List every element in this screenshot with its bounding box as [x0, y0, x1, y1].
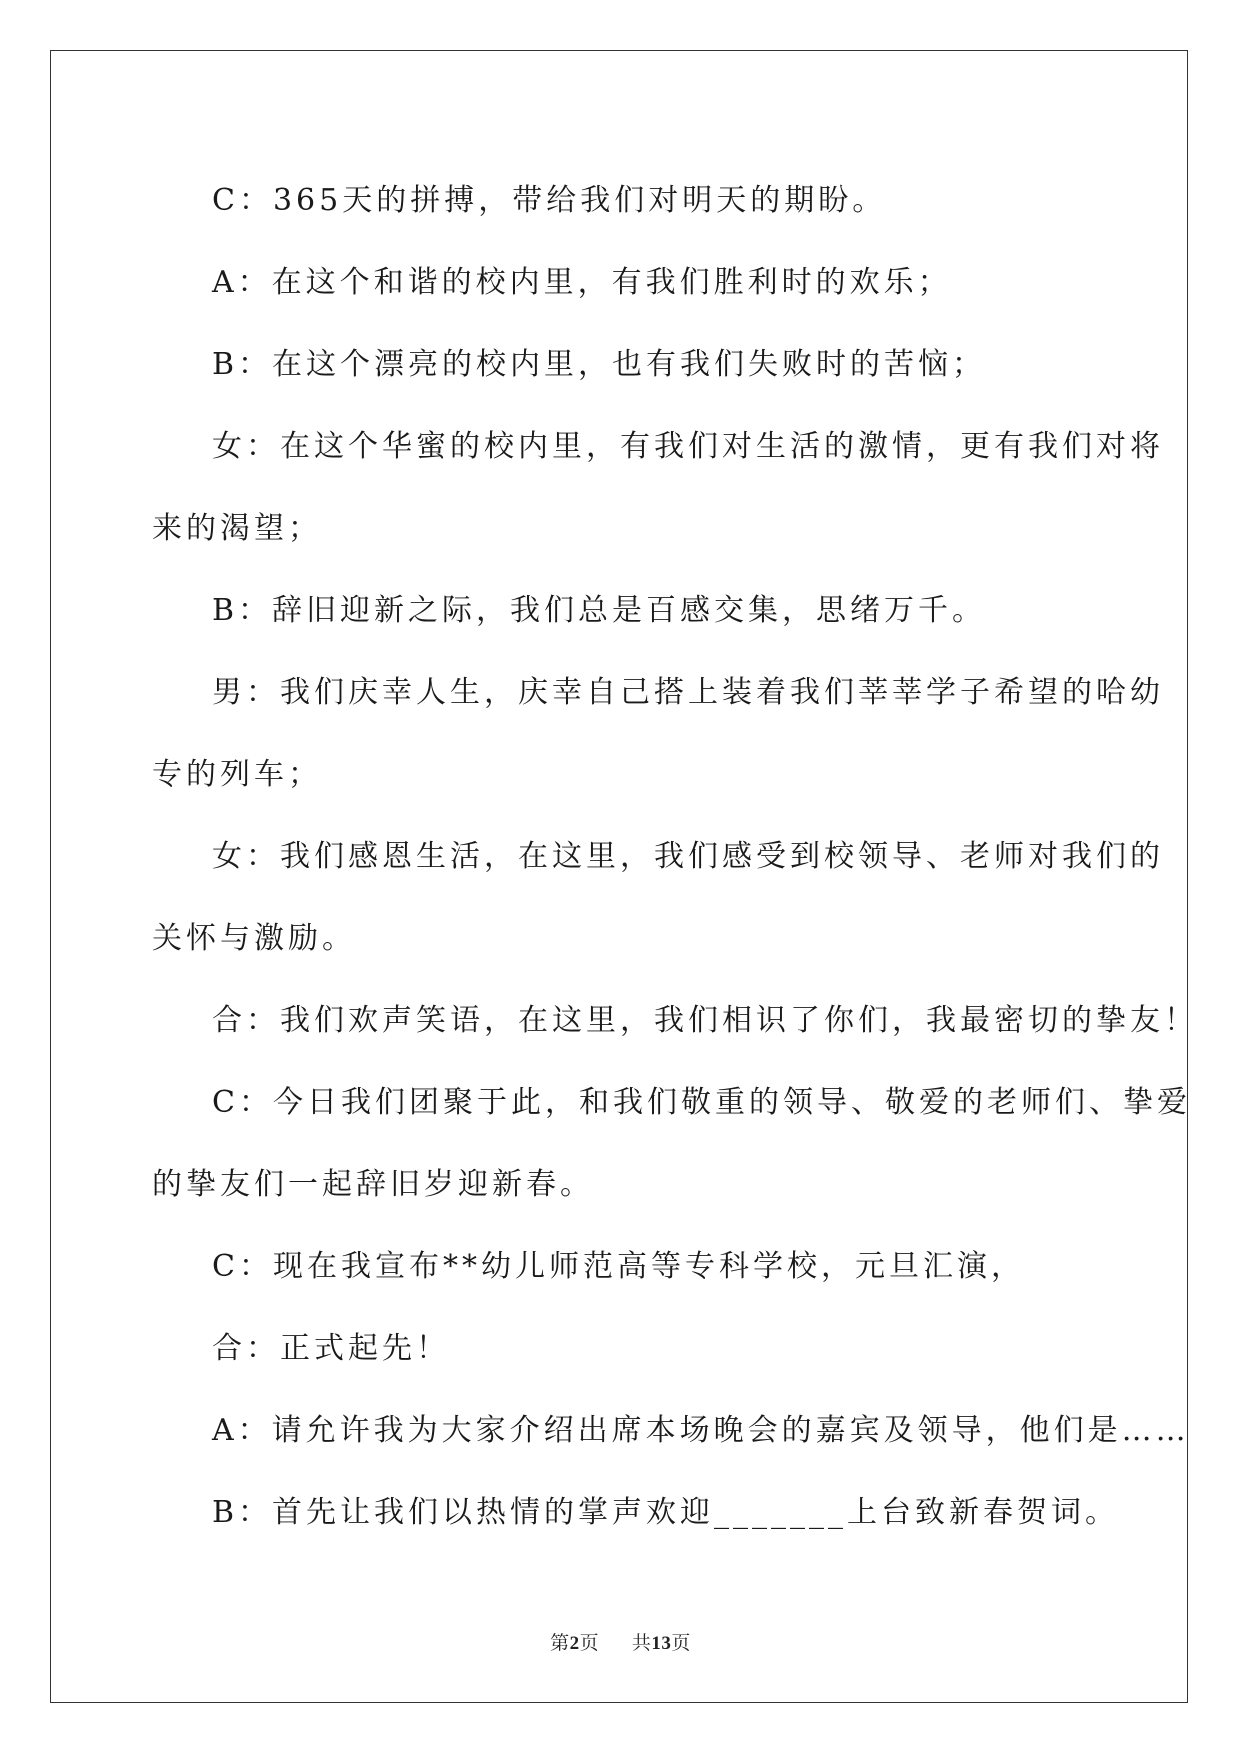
paragraph-line: C：现在我宣布**幼儿师范高等专科学校，元旦汇演， — [212, 1249, 1025, 1284]
current-page-number: 2 — [569, 1633, 580, 1654]
paragraph-line: 男：我们庆幸人生，庆幸自己搭上装着我们莘莘学子希望的哈幼 — [212, 675, 1164, 710]
page-prefix: 第 — [550, 1632, 570, 1654]
paragraph-line: 合：我们欢声笑语，在这里，我们相识了你们，我最密切的挚友！ — [212, 1003, 1198, 1038]
total-prefix: 共 — [631, 1632, 652, 1654]
paragraph-line: 来的渴望； — [152, 511, 322, 546]
paragraph-line: 专的列车； — [152, 757, 322, 792]
page-footer — [0, 1628, 1241, 1655]
paragraph-line: A：在这个和谐的校内里，有我们胜利时的欢乐； — [212, 265, 952, 300]
paragraph-line: 女：在这个华蜜的校内里，有我们对生活的激情，更有我们对将 — [212, 429, 1164, 464]
paragraph-line: C：今日我们团聚于此，和我们敬重的领导、敬爱的老师们、挚爱 — [212, 1085, 1191, 1120]
paragraph-line: 合：正式起先！ — [212, 1331, 450, 1366]
paragraph-line: 女：我们感恩生活，在这里，我们感受到校领导、老师对我们的 — [212, 839, 1164, 874]
paragraph-line: B：首先让我们以热情的掌声欢迎_______上台致新春贺词。 — [212, 1495, 1120, 1530]
page-suffix: 页 — [579, 1632, 600, 1654]
paragraph-line: B：在这个漂亮的校内里，也有我们失败时的苦恼； — [212, 347, 987, 382]
document-body — [152, 160, 1198, 1554]
paragraph-line: 的挚友们一起辞旧岁迎新春。 — [152, 1167, 594, 1202]
paragraph-line: B：辞旧迎新之际，我们总是百感交集，思绪万千。 — [212, 593, 987, 628]
total-suffix: 页 — [671, 1632, 691, 1654]
paragraph-line: 关怀与激励。 — [152, 921, 356, 956]
total-page-count: 13 — [651, 1633, 672, 1654]
paragraph-line: C：365天的拼搏，带给我们对明天的期盼。 — [212, 183, 887, 218]
paragraph-line: A：请允许我为大家介绍出席本场晚会的嘉宾及领导，他们是…… — [212, 1413, 1190, 1448]
